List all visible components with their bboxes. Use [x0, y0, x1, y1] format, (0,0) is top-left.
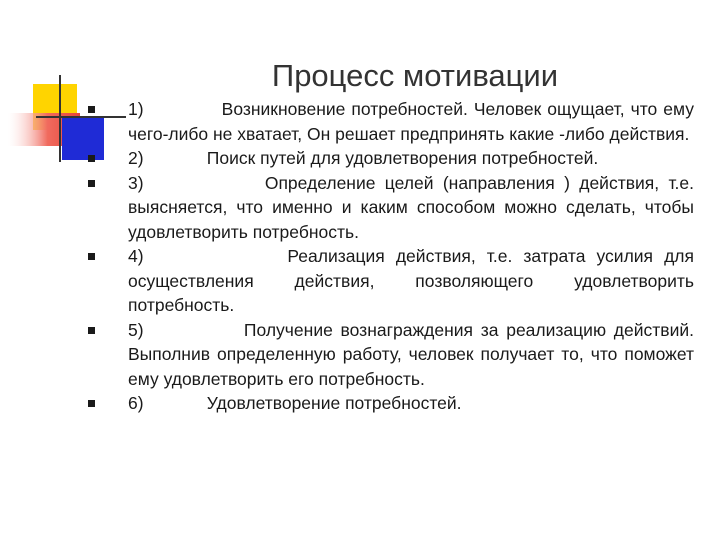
list-item [82, 244, 699, 318]
slide-title: Процесс мотивации [271, 58, 559, 93]
list-item-text: 5) Получение вознаграждения за реализацию действий. Выполнив определенную работу, человек получает то, что поможет ему удовлетворить его потребность. [128, 319, 699, 389]
list-item-text: 1) Возникновение потребностей. Человек ощущает, что ему чего-либо не хватает, Он решает предпринять какие -либо действия. [128, 99, 699, 144]
square-bullet-icon [88, 106, 95, 113]
list-item-text: 6) Удовлетворение потребностей. [128, 393, 462, 413]
list-item [82, 391, 694, 416]
square-bullet-icon [88, 327, 95, 334]
list-item-text: 3) Определение целей (направления ) действия, т.е. выясняется, что именно и каким способом можно сделать, чтобы удовлетворить потребность. [128, 172, 699, 242]
list-item [82, 318, 699, 392]
motivation-steps-list [82, 97, 699, 416]
list-item-text: 2) Поиск путей для удовлетворения потребностей. [128, 148, 599, 168]
square-bullet-icon [88, 155, 95, 162]
square-bullet-icon [88, 180, 95, 187]
square-bullet-icon [88, 400, 95, 407]
list-item-text: 4) Реализация действия, т.е. затрата усилия для осуществления действия, позволяющего удовлетворить потребность. [128, 246, 699, 315]
list-item [82, 171, 699, 245]
list-item [82, 97, 699, 146]
list-item [82, 146, 694, 171]
square-bullet-icon [88, 253, 95, 260]
